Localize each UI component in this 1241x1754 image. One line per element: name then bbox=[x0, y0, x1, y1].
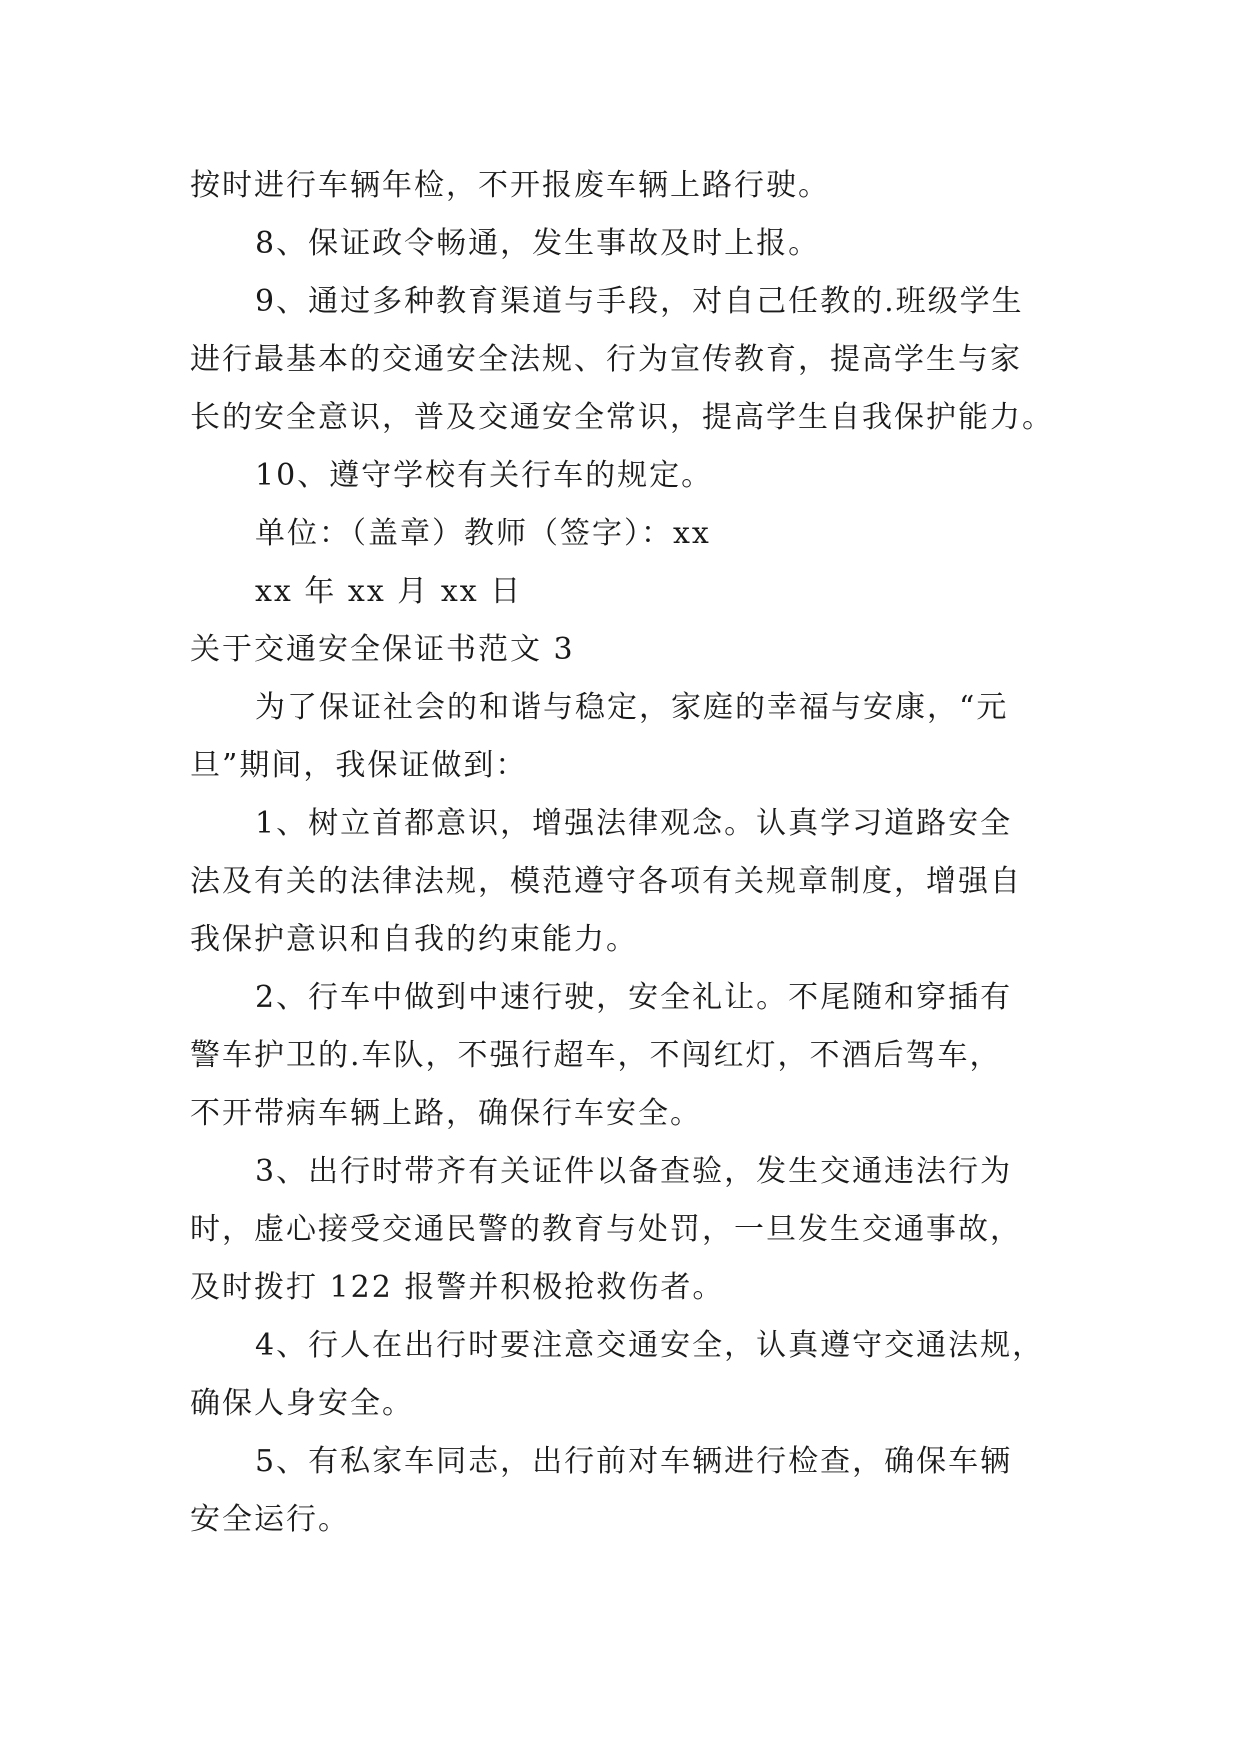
text-line: 警车护卫的.车队，不强行超车，不闯红灯，不酒后驾车， bbox=[190, 1038, 1002, 1073]
text-line: 5、有私家车同志，出行前对车辆进行检查，确保车辆 bbox=[255, 1444, 1013, 1479]
text-line: 9、通过多种教育渠道与手段，对自己任教的.班级学生 bbox=[255, 284, 1024, 319]
text-line: 时，虚心接受交通民警的教育与处罚，一旦发生交通事故， bbox=[190, 1212, 1022, 1247]
text-line: 旦”期间，我保证做到： bbox=[190, 748, 528, 783]
text-line: 进行最基本的交通安全法规、行为宣传教育，提高学生与家 bbox=[190, 342, 1022, 377]
text-line: 按时进行车辆年检，不开报废车辆上路行驶。 bbox=[190, 168, 830, 203]
text-line: 法及有关的法律法规，模范遵守各项有关规章制度，增强自 bbox=[190, 864, 1022, 899]
text-line: 不开带病车辆上路，确保行车安全。 bbox=[190, 1096, 702, 1131]
text-line: 为了保证社会的和谐与稳定，家庭的幸福与安康，“元 bbox=[255, 690, 1009, 725]
text-line: 10、遵守学校有关行车的规定。 bbox=[255, 458, 714, 493]
text-line: 确保人身安全。 bbox=[190, 1386, 414, 1421]
signature-line: 单位：（盖章）教师（签字）：xx bbox=[255, 516, 711, 551]
text-line: 8、保证政令畅通，发生事故及时上报。 bbox=[255, 226, 821, 261]
text-line: 3、出行时带齐有关证件以备查验，发生交通违法行为 bbox=[255, 1154, 1013, 1189]
text-line: 我保护意识和自我的约束能力。 bbox=[190, 922, 638, 957]
text-line: 安全运行。 bbox=[190, 1502, 350, 1537]
text-line: 及时拨打 122 报警并积极抢救伤者。 bbox=[190, 1270, 725, 1305]
date-line: xx 年 xx 月 xx 日 bbox=[255, 574, 523, 609]
section-heading: 关于交通安全保证书范文 3 bbox=[190, 632, 575, 667]
text-line: 1、树立首都意识，增强法律观念。认真学习道路安全 bbox=[255, 806, 1013, 841]
text-line: 长的安全意识，普及交通安全常识，提高学生自我保护能力。 bbox=[190, 400, 1054, 435]
text-line: 2、行车中做到中速行驶，安全礼让。不尾随和穿插有 bbox=[255, 980, 1013, 1015]
text-line: 4、行人在出行时要注意交通安全，认真遵守交通法规， bbox=[255, 1328, 1045, 1363]
